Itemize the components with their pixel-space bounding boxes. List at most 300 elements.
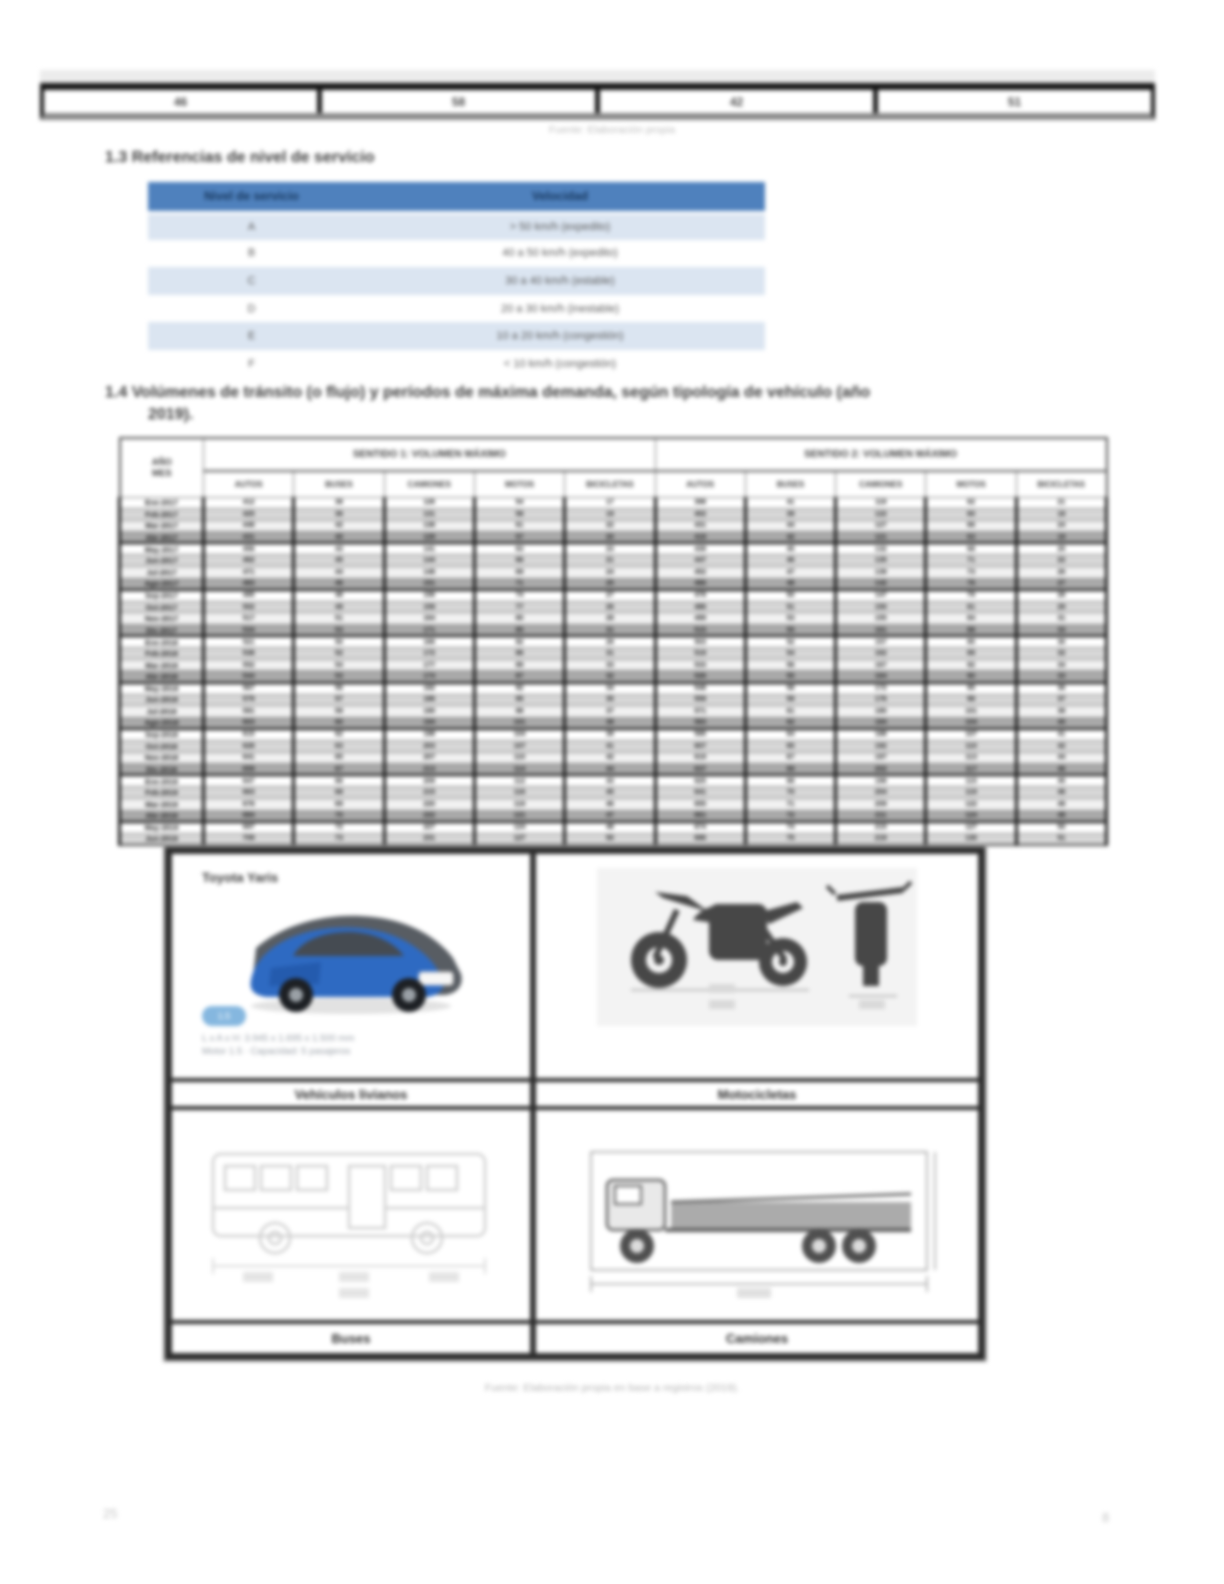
volume-value: 92 <box>474 683 564 695</box>
volume-subheader: MOTOS <box>474 471 564 497</box>
volume-value: 47 <box>565 810 655 822</box>
volume-value: 117 <box>926 764 1016 776</box>
volume-value: 43 <box>294 543 384 555</box>
volume-row-label: Nov-2018 <box>120 752 204 764</box>
volume-group1-header: SENTIDO 1: VOLUMEN MÁXIMO <box>204 438 656 471</box>
volume-value: 641 <box>204 752 294 764</box>
volume-value: 61 <box>745 706 835 718</box>
volume-value: 41 <box>745 497 835 509</box>
volume-value: 92 <box>926 659 1016 671</box>
volume-value: 199 <box>836 775 926 787</box>
volume-value: 51 <box>294 613 384 625</box>
volume-value: 45 <box>565 787 655 799</box>
volume-value: 139 <box>836 567 926 579</box>
volume-value: 448 <box>204 520 294 532</box>
volume-value: 209 <box>384 775 474 787</box>
volume-value: 18 <box>1016 509 1106 521</box>
volume-value: 559 <box>655 694 745 706</box>
volume-value: 39 <box>745 509 835 521</box>
volume-value: 68 <box>294 787 384 799</box>
volume-value: 42 <box>294 520 384 532</box>
volume-value: 69 <box>474 567 564 579</box>
volume-value: 157 <box>836 636 926 648</box>
volume-value: 65 <box>294 752 384 764</box>
volume-value: 32 <box>1016 648 1106 660</box>
volume-value: 50 <box>294 636 384 648</box>
volume-row <box>120 520 1107 532</box>
volume-value: 31 <box>565 625 655 637</box>
los-level-value: C <box>148 267 355 295</box>
volume-value: 172 <box>384 648 474 660</box>
volume-row <box>120 764 1107 776</box>
motorcycle-image <box>597 868 917 1026</box>
volume-value: 104 <box>926 717 1016 729</box>
volume-value: 66 <box>474 555 564 567</box>
volume-row-label: Ene-2019 <box>120 775 204 787</box>
volume-group2-header: SENTIDO 2: VOLUMEN MÁXIMO <box>655 438 1106 471</box>
volume-value: 110 <box>926 740 1016 752</box>
volume-value: 62 <box>926 497 1016 509</box>
volume-row <box>120 648 1107 660</box>
volume-value: 162 <box>836 648 926 660</box>
volume-value: 112 <box>474 775 564 787</box>
volume-value: 190 <box>384 706 474 718</box>
volume-value: 132 <box>836 543 926 555</box>
volume-value: 192 <box>836 740 926 752</box>
volume-value: 55 <box>745 671 835 683</box>
corner-line2: MES <box>151 467 172 478</box>
volume-value: 110 <box>474 752 564 764</box>
volume-value: 197 <box>836 752 926 764</box>
volume-value: 180 <box>836 706 926 718</box>
volume-value: 161 <box>836 625 926 637</box>
label-trucks: Camiones <box>530 1320 978 1353</box>
car-spec-line1: L x A x H: 3.945 x 1.695 x 1.500 mm <box>202 1033 355 1044</box>
volume-value: 156 <box>384 590 474 602</box>
volume-value: 526 <box>655 671 745 683</box>
volume-value: 579 <box>204 694 294 706</box>
volume-value: 637 <box>655 764 745 776</box>
volume-value: 641 <box>655 787 745 799</box>
volume-value: 80 <box>474 613 564 625</box>
volume-value: 222 <box>384 810 474 822</box>
volume-value: 52 <box>745 636 835 648</box>
volume-value: 66 <box>294 775 384 787</box>
volume-table-body <box>120 497 1107 845</box>
volume-value: 127 <box>926 822 1016 834</box>
volume-subheader: MOTOS <box>926 471 1016 497</box>
volume-value: 647 <box>204 775 294 787</box>
volume-value: 21 <box>1016 497 1106 509</box>
volume-row <box>120 625 1107 637</box>
volume-row-label: Mar-2018 <box>120 659 204 671</box>
volume-row-label: Dic-2017 <box>120 625 204 637</box>
volume-value: 45 <box>745 543 835 555</box>
volume-row <box>120 798 1107 810</box>
volume-value: 40 <box>294 532 384 544</box>
volume-row-label: May-2017 <box>120 543 204 555</box>
truck-cell <box>530 1110 978 1320</box>
volume-value: 628 <box>204 740 294 752</box>
volume-value: 495 <box>204 590 294 602</box>
volume-value: 194 <box>384 717 474 729</box>
volume-value: 709 <box>204 833 294 845</box>
label-motorcycles: Motocicletas <box>530 1078 978 1110</box>
volume-value: 398 <box>655 497 745 509</box>
volume-value: 119 <box>836 497 926 509</box>
volume-subheader: AUTOS <box>655 471 745 497</box>
volume-value: 25 <box>565 578 655 590</box>
page-number: 8 <box>1102 1510 1110 1525</box>
volume-value: 583 <box>655 717 745 729</box>
volume-value: 95 <box>474 694 564 706</box>
volume-value: 625 <box>655 775 745 787</box>
volume-row <box>120 543 1107 555</box>
volume-value: 182 <box>384 683 474 695</box>
volume-value: 48 <box>745 578 835 590</box>
volume-value: 207 <box>384 752 474 764</box>
volume-value: 20 <box>565 532 655 544</box>
volume-value: 27 <box>1016 578 1106 590</box>
volume-value: 86 <box>474 648 564 660</box>
volume-value: 19 <box>565 509 655 521</box>
volume-value: 53 <box>745 613 835 625</box>
volume-value: 431 <box>204 532 294 544</box>
volume-row-label: Ago-2018 <box>120 717 204 729</box>
volume-row-label: Dic-2018 <box>120 764 204 776</box>
volume-corner-header <box>120 438 204 497</box>
car-specs <box>202 1032 354 1058</box>
volume-value: 204 <box>836 787 926 799</box>
corner-line1: AÑO <box>151 456 172 467</box>
volume-value: 147 <box>836 590 926 602</box>
volume-value: 75 <box>745 833 835 845</box>
volume-value: 33 <box>1016 671 1106 683</box>
volume-value: 231 <box>384 833 474 845</box>
volume-row-label: May-2018 <box>120 683 204 695</box>
volume-value: 71 <box>474 578 564 590</box>
volume-value: 515 <box>655 625 745 637</box>
volume-value: 31 <box>1016 613 1106 625</box>
volume-value: 36 <box>294 509 384 521</box>
volume-value: 48 <box>1016 798 1106 810</box>
volume-value: 591 <box>204 706 294 718</box>
volume-value: 121 <box>836 532 926 544</box>
volume-value: 44 <box>1016 752 1106 764</box>
volume-value: 184 <box>836 717 926 729</box>
los-speed-value: > 50 km/h (expedito) <box>355 212 765 240</box>
volume-row <box>120 659 1107 671</box>
volume-row-label: Jul-2018 <box>120 706 204 718</box>
volume-value: 57 <box>474 532 564 544</box>
light-vehicle-cell <box>172 854 530 1078</box>
volume-subheader: BICICLETAS <box>565 471 655 497</box>
volume-row <box>120 683 1107 695</box>
section-1-4-heading-line2: 2019). <box>148 406 194 423</box>
volume-row <box>120 601 1107 613</box>
volume-value: 54 <box>294 659 384 671</box>
volume-value: 22 <box>565 520 655 532</box>
volume-row-label: Nov-2017 <box>120 613 204 625</box>
volume-value: 661 <box>655 810 745 822</box>
volume-value: 213 <box>384 764 474 776</box>
volume-value: 107 <box>474 740 564 752</box>
volume-value: 46 <box>1016 764 1106 776</box>
volume-value: 57 <box>294 694 384 706</box>
traffic-volume-table <box>118 437 1108 846</box>
level-of-service-table <box>148 182 765 378</box>
volume-value: 104 <box>474 729 564 741</box>
volume-value: 219 <box>836 833 926 845</box>
volume-value: 544 <box>204 671 294 683</box>
volume-value: 63 <box>474 543 564 555</box>
volume-value: 41 <box>565 740 655 752</box>
volume-value: 155 <box>836 613 926 625</box>
volume-value: 79 <box>926 590 1016 602</box>
bus-cell <box>172 1110 530 1320</box>
volume-value: 44 <box>294 567 384 579</box>
volume-value: 119 <box>926 787 1016 799</box>
volume-value: 114 <box>474 764 564 776</box>
volume-value: 148 <box>384 567 474 579</box>
volume-value: 44 <box>745 520 835 532</box>
car-spec-line2: Motor 1.5 · Capacidad: 5 pasajeros <box>202 1046 351 1057</box>
volume-subheader: BUSES <box>745 471 835 497</box>
volume-value: 74 <box>745 822 835 834</box>
volume-value: 51 <box>1016 833 1106 845</box>
los-level-value: B <box>247 247 256 260</box>
volume-value: 486 <box>655 601 745 613</box>
volume-row <box>120 752 1107 764</box>
volume-value: 172 <box>836 683 926 695</box>
volume-row <box>120 706 1107 718</box>
footer-left-mark: 25 <box>103 1506 118 1521</box>
volume-value: 38 <box>294 497 384 509</box>
volume-value: 69 <box>745 764 835 776</box>
volume-row-label: Mar-2017 <box>120 520 204 532</box>
volume-value: 67 <box>294 764 384 776</box>
volume-value: 54 <box>474 497 564 509</box>
continuation-cell: 58 <box>322 90 600 113</box>
volume-value: 26 <box>565 601 655 613</box>
volume-value: 517 <box>204 613 294 625</box>
los-row <box>148 322 765 350</box>
volume-value: 53 <box>294 625 384 637</box>
volume-value: 177 <box>384 659 474 671</box>
volume-row <box>120 532 1107 544</box>
volume-value: 21 <box>565 555 655 567</box>
volume-value: 619 <box>655 752 745 764</box>
volume-value: 32 <box>565 671 655 683</box>
volume-value: 28 <box>1016 590 1106 602</box>
volume-value: 686 <box>655 833 745 845</box>
volume-value: 24 <box>565 567 655 579</box>
figure-source-caption: Fuente: Elaboración propia en base a registros (2019). <box>484 1382 740 1394</box>
volume-value: 67 <box>745 752 835 764</box>
los-row <box>148 240 765 268</box>
volume-value: 64 <box>745 729 835 741</box>
volume-value: 538 <box>204 648 294 660</box>
volume-value: 70 <box>745 787 835 799</box>
volume-row-label: Sep-2017 <box>120 590 204 602</box>
volume-value: 122 <box>926 798 1016 810</box>
volume-row-label: Abr-2019 <box>120 810 204 822</box>
volume-value: 36 <box>1016 683 1106 695</box>
volume-value: 548 <box>655 683 745 695</box>
table-source-caption: Fuente: Elaboración propia <box>548 124 676 136</box>
volume-value: 42 <box>1016 740 1106 752</box>
volume-value: 46 <box>745 555 835 567</box>
volume-value: 29 <box>565 636 655 648</box>
volume-value: 95 <box>926 683 1016 695</box>
volume-row-label: Jun-2017 <box>120 555 204 567</box>
volume-value: 45 <box>294 555 384 567</box>
volume-value: 533 <box>655 659 745 671</box>
volume-row-label: Oct-2017 <box>120 601 204 613</box>
motorcycle-cell <box>530 854 978 1078</box>
volume-value: 141 <box>384 543 474 555</box>
volume-row <box>120 822 1107 834</box>
volume-value: 439 <box>655 543 745 555</box>
volume-value: 56 <box>294 683 384 695</box>
volume-value: 211 <box>836 810 926 822</box>
los-speed-value: 30 a 40 km/h (estable) <box>355 267 765 295</box>
volume-value: 77 <box>474 601 564 613</box>
los-row <box>148 267 765 295</box>
volume-value: 615 <box>204 729 294 741</box>
volume-value: 34 <box>565 683 655 695</box>
volume-value: 215 <box>836 822 926 834</box>
volume-value: 87 <box>474 671 564 683</box>
volume-value: 25 <box>1016 543 1106 555</box>
volume-value: 519 <box>655 648 745 660</box>
volume-value: 198 <box>384 729 474 741</box>
volume-subheader: CAMIONES <box>384 471 474 497</box>
volume-value: 37 <box>565 706 655 718</box>
volume-value: 72 <box>294 822 384 834</box>
volume-value: 48 <box>1016 810 1106 822</box>
volume-row-label: Abr-2017 <box>120 532 204 544</box>
section-1-3-heading: 1.3 Referencias de nivel de servicio <box>105 149 375 166</box>
volume-subheader: AUTOS <box>204 471 294 497</box>
volume-value: 50 <box>565 833 655 845</box>
volume-value: 33 <box>565 659 655 671</box>
volume-value: 188 <box>836 729 926 741</box>
volume-row-label: Jul-2017 <box>120 567 204 579</box>
volume-row-label: Abr-2018 <box>120 671 204 683</box>
volume-row <box>120 671 1107 683</box>
volume-value: 49 <box>294 601 384 613</box>
volume-value: 115 <box>926 775 1016 787</box>
volume-value: 215 <box>384 787 474 799</box>
volume-row-label: May-2019 <box>120 822 204 834</box>
volume-value: 483 <box>204 578 294 590</box>
los-speed-value: < 10 km/h (congestión) <box>503 357 617 370</box>
volume-row-label: Feb-2018 <box>120 648 204 660</box>
volume-row-label: Ene-2018 <box>120 636 204 648</box>
volume-value: 131 <box>384 509 474 521</box>
volume-row <box>120 694 1107 706</box>
volume-value: 31 <box>565 648 655 660</box>
volume-value: 220 <box>384 798 474 810</box>
volume-value: 425 <box>204 509 294 521</box>
volume-value: 28 <box>565 613 655 625</box>
continuation-cell: 51 <box>1007 94 1022 109</box>
volume-value: 144 <box>384 555 474 567</box>
volume-value: 171 <box>384 625 474 637</box>
bus-image <box>191 1126 511 1306</box>
car-image <box>211 888 491 1018</box>
volume-value: 55 <box>745 625 835 637</box>
volume-value: 119 <box>474 798 564 810</box>
volume-value: 42 <box>565 752 655 764</box>
volume-row <box>120 833 1107 845</box>
los-header-level: Nivel de servicio <box>148 182 355 212</box>
volume-value: 74 <box>474 590 564 602</box>
volume-value: 71 <box>745 798 835 810</box>
volume-value: 48 <box>565 822 655 834</box>
volume-value: 27 <box>565 590 655 602</box>
los-table-body <box>148 212 765 378</box>
volume-value: 121 <box>474 810 564 822</box>
volume-value: 98 <box>926 694 1016 706</box>
volume-value: 38 <box>565 717 655 729</box>
volume-value: 418 <box>655 532 745 544</box>
volume-value: 76 <box>926 578 1016 590</box>
volume-value: 595 <box>655 729 745 741</box>
volume-value: 151 <box>384 578 474 590</box>
volume-value: 84 <box>926 613 1016 625</box>
volume-value: 159 <box>384 601 474 613</box>
volume-value: 40 <box>1016 717 1106 729</box>
los-header-row <box>148 182 765 212</box>
label-light-vehicles: Vehículos livianos <box>172 1078 530 1110</box>
volume-value: 59 <box>745 694 835 706</box>
volume-value: 33 <box>1016 625 1106 637</box>
volume-value: 46 <box>565 798 655 810</box>
volume-subheader: BUSES <box>294 471 384 497</box>
volume-value: 674 <box>655 822 745 834</box>
volume-value: 203 <box>384 740 474 752</box>
volume-value: 126 <box>384 497 474 509</box>
volume-value: 19 <box>1016 532 1106 544</box>
volume-value: 101 <box>474 717 564 729</box>
volume-row-label: Mar-2019 <box>120 798 204 810</box>
volume-row-label: Feb-2017 <box>120 509 204 521</box>
volume-value: 22 <box>1016 555 1106 567</box>
volume-value: 534 <box>204 625 294 637</box>
volume-value: 17 <box>565 497 655 509</box>
volume-value: 209 <box>836 798 926 810</box>
volume-value: 73 <box>926 567 1016 579</box>
volume-value: 186 <box>384 694 474 706</box>
volume-value: 35 <box>565 694 655 706</box>
volume-value: 69 <box>294 798 384 810</box>
los-row <box>148 212 765 240</box>
volume-value: 56 <box>745 659 835 671</box>
volume-value: 684 <box>204 810 294 822</box>
volume-row <box>120 497 1107 509</box>
volume-value: 142 <box>836 578 926 590</box>
volume-value: 431 <box>655 520 745 532</box>
los-speed-value: 10 a 20 km/h (congestión) <box>355 322 765 350</box>
volume-value: 90 <box>926 671 1016 683</box>
volume-row <box>120 567 1107 579</box>
volume-row <box>120 590 1107 602</box>
volume-value: 53 <box>294 671 384 683</box>
volume-value: 62 <box>745 717 835 729</box>
volume-value: 663 <box>204 787 294 799</box>
